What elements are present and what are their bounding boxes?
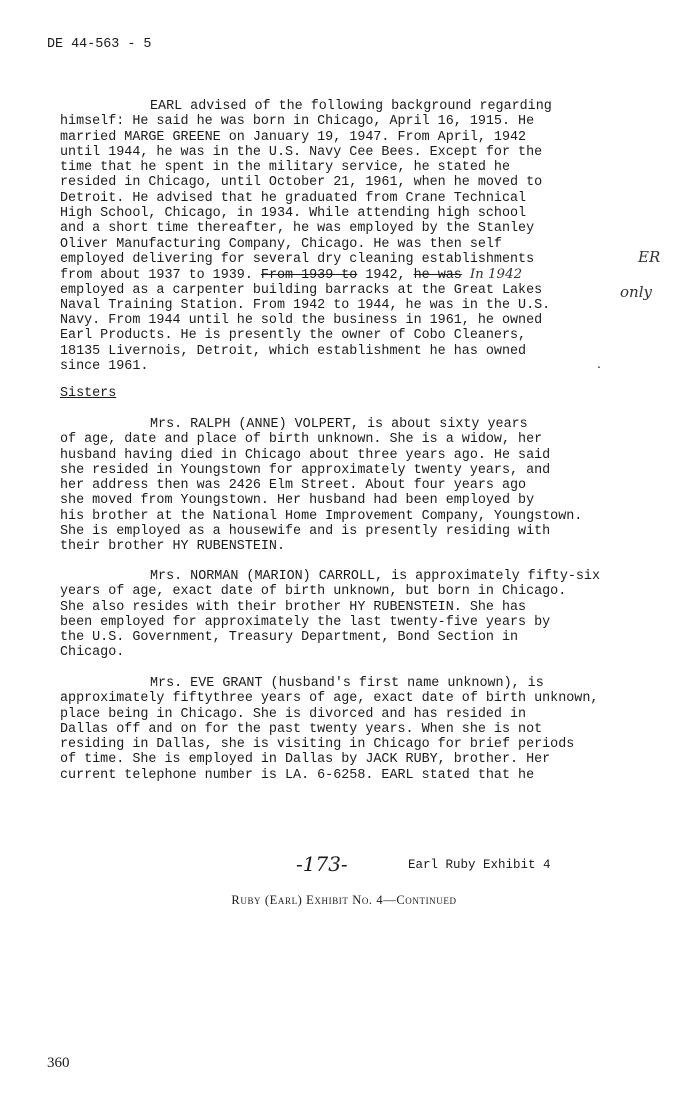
text-line: years of age, exact date of birth unknown, but born in Chicago.: [60, 584, 567, 600]
page-number: 360: [47, 1055, 70, 1071]
text-line: his brother at the National Home Improvement Company, Youngstown.: [60, 508, 583, 524]
text-line: employed as a carpenter building barracks at the Great Lakes: [60, 282, 543, 298]
text-line: High School, Chicago, in 1934. While attending high school: [60, 206, 527, 222]
text-line: she moved from Youngstown. Her husband had been employed by: [60, 493, 535, 509]
handwritten-page-number: -173-: [296, 852, 348, 876]
line-segment: 1942,: [357, 268, 414, 284]
handwritten-initials: ER: [638, 248, 661, 266]
text-line: Mrs. NORMAN (MARION) CARROLL, is approximately fifty-six: [150, 569, 600, 584]
text-line: Detroit. He advised that he graduated from Crane Technical: [60, 190, 527, 206]
text-line: resided in Chicago, until October 21, 1961, when he moved to: [60, 175, 543, 191]
text-line: Mrs. EVE GRANT (husband's first name unknown), is: [150, 676, 544, 691]
text-line: the U.S. Government, Treasury Department, Bond Section in: [60, 630, 519, 646]
text-line: husband having died in Chicago about three years ago. He said: [60, 447, 551, 463]
text-line: Chicago.: [60, 645, 125, 661]
sister-eve-paragraph: [60, 676, 650, 783]
text-line: She also resides with their brother HY RUBENSTEIN. She has: [60, 599, 527, 615]
text-line: time that he spent in the military service, he stated he: [60, 160, 510, 176]
section-heading-sisters: Sisters: [60, 386, 117, 401]
text-line: until 1944, he was in the U.S. Navy Cee Bees. Except for the: [60, 144, 543, 160]
text-line: of time. She is employed in Dallas by JACK RUBY, brother. Her: [60, 752, 551, 768]
text-line: Naval Training Station. From 1942 to 1944, he was in the U.S.: [60, 297, 551, 313]
sister-anne-paragraph: [60, 417, 650, 555]
document-id: DE 44-563 - 5: [47, 37, 152, 52]
text-line: married MARGE GREENE on January 19, 1947. From April, 1942: [60, 129, 527, 145]
text-line: their brother HY RUBENSTEIN.: [60, 539, 285, 555]
struck-text: he was: [413, 268, 462, 284]
text-line: Oliver Manufacturing Company, Chicago. He was then self: [60, 236, 502, 252]
text-line: She is employed as a housewife and is presently residing with: [60, 524, 551, 540]
text-line: place being in Chicago. She is divorced and has resided in: [60, 706, 527, 722]
handwritten-insert: In 1942: [469, 267, 523, 283]
handwritten-margin-note: only: [620, 283, 652, 301]
struck-text: From 1939 to: [260, 268, 358, 284]
text-line: of age, date and place of birth unknown. She is a widow, her: [60, 432, 543, 448]
line-segment: from about 1937 to 1939.: [60, 268, 261, 284]
text-line: approximately fiftythree years of age, exact date of birth unknown,: [60, 691, 599, 707]
text-line: EARL advised of the following background regarding: [150, 99, 552, 114]
text-line: Navy. From 1944 until he sold the business in 1961, he owned: [60, 313, 543, 329]
text-line: himself: He said he was born in Chicago, April 16, 1915. He: [60, 114, 535, 130]
text-line: employed delivering for several dry cleaning establishments: [60, 251, 535, 267]
text-line-with-corrections: [60, 267, 650, 282]
text-line: current telephone number is LA. 6-6258. EARL stated that he: [60, 767, 535, 783]
text-line: been employed for approximately the last twenty-five years by: [60, 614, 551, 630]
text-line: she resided in Youngstown for approximately twenty years, and: [60, 462, 551, 478]
text-line: Earl Products. He is presently the owner of Cobo Cleaners,: [60, 328, 527, 344]
text-line: since 1961.: [60, 359, 149, 375]
earl-background-paragraph: [60, 99, 650, 374]
text-line: her address then was 2426 Elm Street. About four years ago: [60, 478, 527, 494]
text-line: Dallas off and on for the past twenty years. When she is not: [60, 721, 543, 737]
exhibit-label: Earl Ruby Exhibit 4: [408, 858, 551, 872]
text-line: residing in Dallas, she is visiting in Chicago for brief periods: [60, 737, 575, 753]
text-line: Mrs. RALPH (ANNE) VOLPERT, is about sixty years: [150, 417, 528, 432]
exhibit-caption: Ruby (Earl) Exhibit No. 4—Continued: [231, 893, 457, 907]
text-line: 18135 Livernois, Detroit, which establishment he has owned: [60, 343, 527, 359]
text-line: and a short time thereafter, he was employed by the Stanley: [60, 221, 535, 237]
sister-marion-paragraph: [60, 569, 650, 661]
stray-mark: .: [597, 355, 601, 371]
